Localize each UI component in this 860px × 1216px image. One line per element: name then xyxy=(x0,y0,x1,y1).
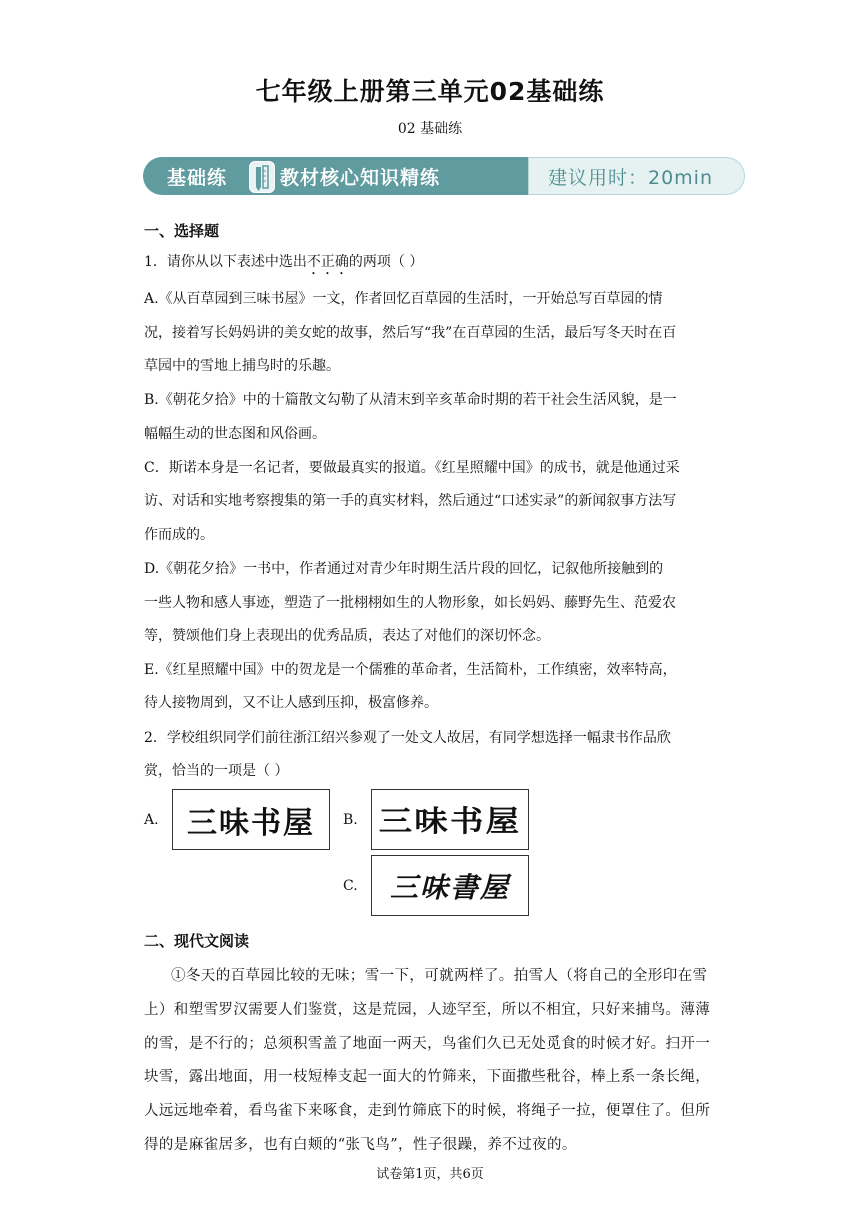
banner-arrow xyxy=(506,157,528,195)
q2-option-c-label: C. xyxy=(343,878,358,894)
q1-option-d-line2: 一些人物和感人事迹，塑造了一批栩栩如生的人物形象，如长妈妈、藤野先生、范爱农 xyxy=(144,595,676,611)
q1-option-a-line2: 况，接着写长妈妈讲的美女蛇的故事，然后写“我”在百草园的生活，最后写冬天时在百 xyxy=(144,325,677,341)
q1-emphasis: 不正确 xyxy=(306,254,349,270)
passage-line-1: ①冬天的百草园比较的无味；雪一下，可就两样了。拍雪人（将自己的全形印在雪 xyxy=(171,968,708,984)
practice-banner xyxy=(143,157,745,195)
q1-option-d-line1: D.《朝花夕拾》一书中，作者通过对青少年时期生活片段的回忆，记叙他所接触到的 xyxy=(144,561,664,577)
q2-stem-line1: 2．学校组织同学们前往浙江绍兴参观了一处文人故居，有同学想选择一幅隶书作品欣 xyxy=(144,730,671,746)
page-subtitle: 02 基础练 xyxy=(397,121,463,137)
q1-option-b-line1: B.《朝花夕拾》中的十篇散文勾勒了从清末到辛亥革命时期的若干社会生活风貌，是一 xyxy=(144,392,677,408)
q2-option-a-calligraphy: 三味书屋 xyxy=(172,789,330,850)
section-heading-reading: 二、现代文阅读 xyxy=(144,932,250,950)
passage-line-5: 人远远地牵着，看鸟雀下来啄食，走到竹筛底下的时候，将绳子一拉，便罩住了。但所 xyxy=(144,1103,711,1119)
banner-label-time: 建议用时：20min xyxy=(548,167,714,189)
passage-line-2: 上）和塑雪罗汉需要人们鉴赏，这是荒园，人迹罕至，所以不相宜，只好来捕鸟。薄薄 xyxy=(144,1002,711,1018)
q1-option-e-line1: E.《红星照耀中国》中的贺龙是一个儒雅的革命者，生活简朴，工作缜密，效率特高， xyxy=(144,662,677,678)
q2-option-b-calligraphy: 三味书屋 xyxy=(371,789,529,850)
q2-option-b-label: B. xyxy=(343,812,358,828)
q2-option-a-label: A. xyxy=(144,812,159,828)
banner-label-core: 教材核心知识精练 xyxy=(280,167,441,189)
q1-option-a-line1: A.《从百草园到三味书屋》一文，作者回忆百草园的生活时，一开始总写百草园的情 xyxy=(144,291,663,307)
banner-label-basic: 基础练 xyxy=(167,167,228,189)
page-footer: 试卷第1页，共6页 xyxy=(376,1167,484,1182)
q2-option-c-calligraphy: 三味書屋 xyxy=(371,855,529,916)
q2-stem-line2: 赏，恰当的一项是（ ） xyxy=(144,763,289,779)
q1-stem: 1．请你从以下表述中选出不正确的两项（ ） xyxy=(144,254,424,270)
section-heading-choice: 一、选择题 xyxy=(144,222,220,240)
q1-option-b-line2: 幅幅生动的世态图和风俗画。 xyxy=(144,426,326,442)
q1-option-c-line1: C．斯诺本身是一名记者，要做最真实的报道。《红星照耀中国》的成书，就是他通过采 xyxy=(144,460,680,476)
q1-option-c-line2: 访、对话和实地考察搜集的第一手的真实材料，然后通过“口述实录”的新闻叙事方法写 xyxy=(144,493,677,509)
passage-line-3: 的雪，是不行的；总须积雪盖了地面一两天，鸟雀们久已无处觅食的时候才好。扫开一 xyxy=(144,1036,711,1052)
pencil-ruler-icon xyxy=(249,161,275,193)
q1-option-c-line3: 作而成的。 xyxy=(144,527,214,543)
q1-option-a-line3: 草园中的雪地上捕鸟时的乐趣。 xyxy=(144,358,340,374)
passage-line-6: 得的是麻雀居多，也有白颊的“张飞鸟”，性子很躁，养不过夜的。 xyxy=(144,1137,577,1153)
page-title: 七年级上册第三单元02基础练 xyxy=(255,77,605,106)
passage-line-4: 块雪，露出地面，用一枝短棒支起一面大的竹筛来，下面撒些秕谷，棒上系一条长绳， xyxy=(144,1069,711,1085)
q1-option-e-line2: 待人接物周到，又不让人感到压抑，极富修养。 xyxy=(144,695,438,711)
q1-option-d-line3: 等，赞颂他们身上表现出的优秀品质，表达了对他们的深切怀念。 xyxy=(144,628,550,644)
